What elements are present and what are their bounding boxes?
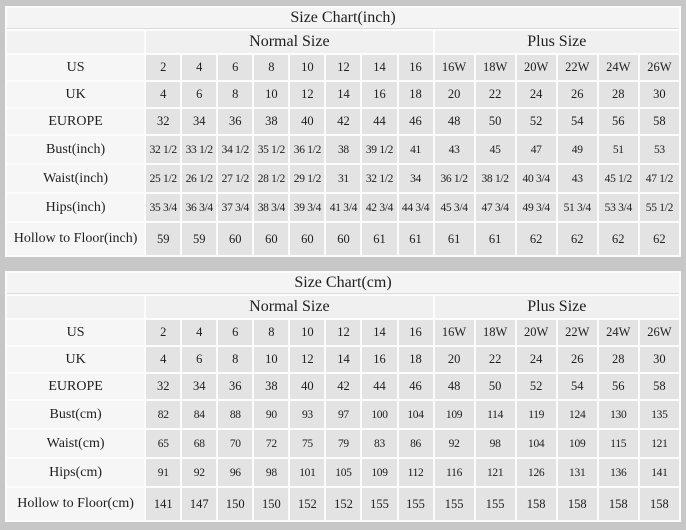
value-cell: 82 [146,401,180,428]
value-cell: 59 [182,223,216,255]
value-cell: 43 [558,165,597,192]
corner-cell [7,296,144,318]
value-cell: 58 [640,109,679,134]
value-cell: 52 [517,109,556,134]
corner-cell [7,31,144,53]
value-cell: 10 [290,55,324,80]
value-cell: 24W [599,55,638,80]
value-cell: 26 [558,347,597,372]
value-cell: 158 [640,488,679,520]
value-cell: 68 [182,430,216,457]
value-cell: 92 [435,430,474,457]
table-row [7,136,679,163]
size-rows-cm [7,320,679,520]
value-cell: 38 1/2 [476,165,515,192]
value-cell: 52 [517,374,556,399]
value-cell: 101 [290,459,324,486]
value-cell: 98 [476,430,515,457]
value-cell: 141 [640,459,679,486]
value-cell: 18 [399,82,433,107]
value-cell: 34 [399,165,433,192]
value-cell: 56 [599,374,638,399]
value-cell: 12 [290,82,324,107]
value-cell: 42 3/4 [362,194,396,221]
value-cell: 18 [399,347,433,372]
value-cell: 152 [290,488,324,520]
value-cell: 34 [182,109,216,134]
value-cell: 6 [182,347,216,372]
table-row [7,488,679,520]
value-cell: 61 [476,223,515,255]
value-cell: 41 [399,136,433,163]
value-cell: 51 3/4 [558,194,597,221]
value-cell: 50 [476,109,515,134]
row-label: Hollow to Floor(cm) [7,488,144,520]
value-cell: 20W [517,320,556,345]
value-cell: 29 1/2 [290,165,324,192]
row-label: US [7,320,144,345]
value-cell: 152 [326,488,360,520]
value-cell: 39 1/2 [362,136,396,163]
value-cell: 109 [362,459,396,486]
value-cell: 38 3/4 [254,194,288,221]
row-label: UK [7,82,144,107]
value-cell: 10 [254,82,288,107]
value-cell: 30 [640,347,679,372]
value-cell: 6 [218,320,252,345]
value-cell: 155 [476,488,515,520]
value-cell: 30 [640,82,679,107]
value-cell: 150 [218,488,252,520]
value-cell: 158 [558,488,597,520]
value-cell: 48 [435,374,474,399]
value-cell: 91 [146,459,180,486]
value-cell: 16W [435,320,474,345]
value-cell: 141 [146,488,180,520]
table-row [7,401,679,428]
value-cell: 2 [146,55,180,80]
row-label: Waist(cm) [7,430,144,457]
value-cell: 33 1/2 [182,136,216,163]
value-cell: 109 [558,430,597,457]
value-cell: 45 [476,136,515,163]
row-label: Bust(cm) [7,401,144,428]
value-cell: 46 [399,109,433,134]
value-cell: 32 [146,109,180,134]
group-header-row [7,31,679,53]
value-cell: 31 [326,165,360,192]
value-cell: 45 3/4 [435,194,474,221]
size-chart-inch-table [5,6,681,257]
value-cell: 14 [362,320,396,345]
table-row [7,320,679,345]
value-cell: 53 3/4 [599,194,638,221]
group-header-plus-size: Plus Size [435,31,679,53]
table-row [7,194,679,221]
value-cell: 54 [558,374,597,399]
row-label: Hollow to Floor(inch) [7,223,144,255]
value-cell: 150 [254,488,288,520]
value-cell: 16 [399,320,433,345]
value-cell: 24 [517,347,556,372]
size-chart-cm-table [5,271,681,522]
value-cell: 44 3/4 [399,194,433,221]
value-cell: 38 [254,109,288,134]
value-cell: 16 [362,347,396,372]
value-cell: 65 [146,430,180,457]
value-cell: 34 [182,374,216,399]
value-cell: 22 [476,347,515,372]
value-cell: 32 [146,374,180,399]
row-label: Waist(inch) [7,165,144,192]
value-cell: 35 3/4 [146,194,180,221]
title-row [7,8,679,29]
table-row [7,459,679,486]
value-cell: 155 [362,488,396,520]
value-cell: 4 [146,82,180,107]
value-cell: 10 [290,320,324,345]
value-cell: 36 1/2 [290,136,324,163]
group-header-plus-size: Plus Size [435,296,679,318]
value-cell: 62 [640,223,679,255]
value-cell: 97 [326,401,360,428]
value-cell: 34 1/2 [218,136,252,163]
value-cell: 26 1/2 [182,165,216,192]
value-cell: 18W [476,55,515,80]
value-cell: 60 [290,223,324,255]
value-cell: 114 [476,401,515,428]
value-cell: 158 [599,488,638,520]
value-cell: 92 [182,459,216,486]
value-cell: 2 [146,320,180,345]
value-cell: 62 [517,223,556,255]
row-label: Hips(inch) [7,194,144,221]
table-row [7,374,679,399]
value-cell: 46 [399,374,433,399]
value-cell: 60 [326,223,360,255]
value-cell: 75 [290,430,324,457]
value-cell: 126 [517,459,556,486]
value-cell: 98 [254,459,288,486]
value-cell: 28 [599,347,638,372]
value-cell: 93 [290,401,324,428]
value-cell: 130 [599,401,638,428]
value-cell: 14 [362,55,396,80]
value-cell: 49 3/4 [517,194,556,221]
value-cell: 47 1/2 [640,165,679,192]
value-cell: 36 3/4 [182,194,216,221]
value-cell: 22 [476,82,515,107]
value-cell: 62 [558,223,597,255]
value-cell: 131 [558,459,597,486]
value-cell: 12 [326,320,360,345]
value-cell: 40 3/4 [517,165,556,192]
value-cell: 135 [640,401,679,428]
value-cell: 40 [290,374,324,399]
value-cell: 44 [362,374,396,399]
table-row [7,82,679,107]
value-cell: 60 [254,223,288,255]
value-cell: 35 1/2 [254,136,288,163]
value-cell: 121 [476,459,515,486]
value-cell: 42 [326,374,360,399]
value-cell: 158 [517,488,556,520]
value-cell: 55 1/2 [640,194,679,221]
table-title: Size Chart(cm) [7,273,679,294]
value-cell: 72 [254,430,288,457]
value-cell: 51 [599,136,638,163]
value-cell: 12 [290,347,324,372]
value-cell: 6 [218,55,252,80]
value-cell: 48 [435,109,474,134]
value-cell: 37 3/4 [218,194,252,221]
value-cell: 43 [435,136,474,163]
value-cell: 27 1/2 [218,165,252,192]
table-row [7,109,679,134]
value-cell: 70 [218,430,252,457]
value-cell: 84 [182,401,216,428]
value-cell: 96 [218,459,252,486]
value-cell: 24W [599,320,638,345]
value-cell: 32 1/2 [146,136,180,163]
value-cell: 4 [146,347,180,372]
table-row [7,347,679,372]
value-cell: 8 [254,320,288,345]
row-label: UK [7,347,144,372]
value-cell: 28 [599,82,638,107]
value-cell: 32 1/2 [362,165,396,192]
value-cell: 36 [218,374,252,399]
value-cell: 104 [399,401,433,428]
value-cell: 61 [362,223,396,255]
value-cell: 136 [599,459,638,486]
value-cell: 20W [517,55,556,80]
value-cell: 100 [362,401,396,428]
value-cell: 104 [517,430,556,457]
value-cell: 22W [558,320,597,345]
value-cell: 90 [254,401,288,428]
value-cell: 28 1/2 [254,165,288,192]
group-header-normal-size: Normal Size [146,31,432,53]
table-row [7,165,679,192]
value-cell: 155 [399,488,433,520]
value-cell: 8 [218,82,252,107]
value-cell: 26 [558,82,597,107]
size-rows-inch [7,55,679,255]
value-cell: 45 1/2 [599,165,638,192]
value-cell: 121 [640,430,679,457]
row-label: Hips(cm) [7,459,144,486]
value-cell: 61 [435,223,474,255]
row-label: EUROPE [7,109,144,134]
table-row [7,55,679,80]
value-cell: 119 [517,401,556,428]
value-cell: 124 [558,401,597,428]
value-cell: 83 [362,430,396,457]
row-label: EUROPE [7,374,144,399]
value-cell: 41 3/4 [326,194,360,221]
value-cell: 50 [476,374,515,399]
value-cell: 39 3/4 [290,194,324,221]
value-cell: 12 [326,55,360,80]
value-cell: 22W [558,55,597,80]
value-cell: 53 [640,136,679,163]
value-cell: 26W [640,320,679,345]
value-cell: 14 [326,347,360,372]
value-cell: 20 [435,347,474,372]
value-cell: 147 [182,488,216,520]
value-cell: 38 [326,136,360,163]
value-cell: 36 [218,109,252,134]
value-cell: 105 [326,459,360,486]
value-cell: 36 1/2 [435,165,474,192]
value-cell: 38 [254,374,288,399]
value-cell: 61 [399,223,433,255]
value-cell: 155 [435,488,474,520]
value-cell: 49 [558,136,597,163]
value-cell: 59 [146,223,180,255]
value-cell: 4 [182,55,216,80]
value-cell: 10 [254,347,288,372]
value-cell: 62 [599,223,638,255]
table-row [7,430,679,457]
group-header-normal-size: Normal Size [146,296,432,318]
value-cell: 26W [640,55,679,80]
table-title: Size Chart(inch) [7,8,679,29]
value-cell: 16W [435,55,474,80]
row-label: US [7,55,144,80]
value-cell: 116 [435,459,474,486]
value-cell: 88 [218,401,252,428]
value-cell: 44 [362,109,396,134]
value-cell: 109 [435,401,474,428]
value-cell: 54 [558,109,597,134]
value-cell: 86 [399,430,433,457]
value-cell: 115 [599,430,638,457]
group-header-row [7,296,679,318]
value-cell: 112 [399,459,433,486]
value-cell: 60 [218,223,252,255]
table-row [7,223,679,255]
value-cell: 42 [326,109,360,134]
value-cell: 47 [517,136,556,163]
value-cell: 8 [254,55,288,80]
value-cell: 18W [476,320,515,345]
value-cell: 16 [399,55,433,80]
value-cell: 24 [517,82,556,107]
value-cell: 56 [599,109,638,134]
value-cell: 8 [218,347,252,372]
value-cell: 16 [362,82,396,107]
value-cell: 58 [640,374,679,399]
value-cell: 25 1/2 [146,165,180,192]
value-cell: 20 [435,82,474,107]
row-label: Bust(inch) [7,136,144,163]
value-cell: 79 [326,430,360,457]
value-cell: 6 [182,82,216,107]
value-cell: 47 3/4 [476,194,515,221]
value-cell: 40 [290,109,324,134]
title-row [7,273,679,294]
value-cell: 14 [326,82,360,107]
value-cell: 4 [182,320,216,345]
